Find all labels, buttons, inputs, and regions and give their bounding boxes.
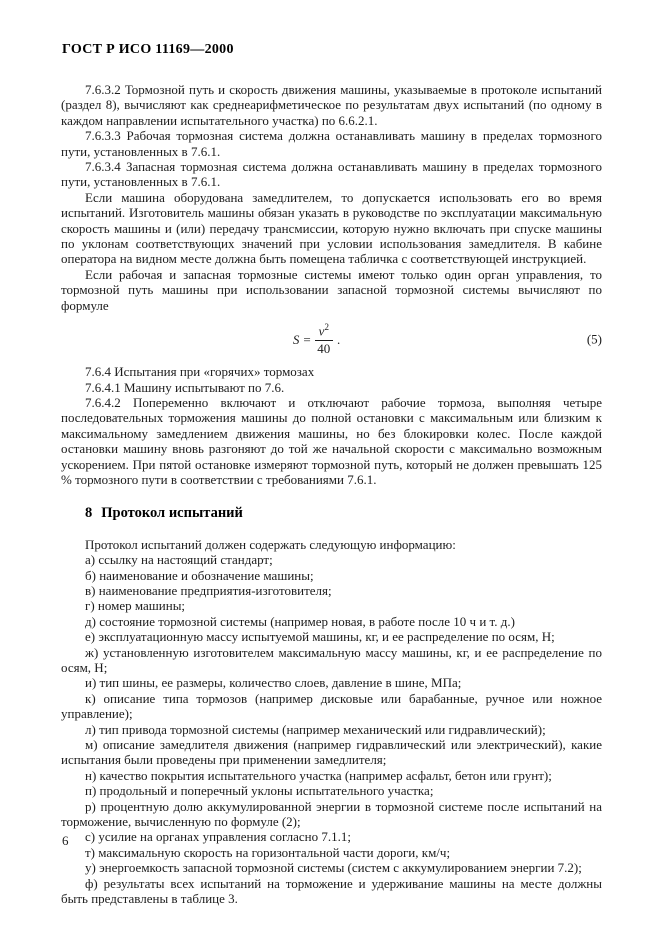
clause-7-6-3-2: 7.6.3.2 Тормозной путь и скорость движения машины, указываемые в протоколе испытаний (раздел 8), вычисляют как среднеарифметическое по результатам двух испытаний (по одному в каждом направлении испытательного участка) по 6.6.2.1. — [61, 82, 602, 128]
report-item-t: т) максимальную скорость на горизонтальной части дороги, км/ч; — [85, 844, 451, 860]
report-item-u: у) энергоемкость запасной тормозной системы (систем с аккумулированием энергии 7.2); — [85, 860, 582, 876]
formula-equals-sign: = — [303, 331, 311, 347]
clause-7-6-4-1: 7.6.4.1 Машину испытывают по 7.6. — [85, 379, 285, 395]
report-item-e: е) эксплуатационную массу испытуемой машины, кг, и ее распределение по осям, Н; — [85, 629, 555, 645]
report-item-i: и) тип шины, ее размеры, количество слоев, давление в шине, МПа; — [85, 675, 462, 691]
section-8-heading — [61, 506, 602, 521]
report-item-f: ф) результаты всех испытаний на торможение и удерживание машины на месте должны быть представлены в таблице 3. — [61, 875, 602, 907]
clause-7-6-3-3: 7.6.3.3 Рабочая тормозная система должна останавливать машину в пределах тормозного пути, установленных в 7.6.1. — [61, 128, 602, 159]
page-number: 6 — [62, 833, 69, 848]
formula-row — [61, 322, 602, 356]
report-intro: Протокол испытаний должен содержать следующую информацию: — [85, 536, 456, 552]
paragraph-retarder: Если машина оборудована замедлителем, то допускается использовать его во время испытаний. Изготовитель машины обязан указать в руководстве по эксплуатации максимальную скорость машины и (или) передачу трансмиссии, которую нужно включать при спуске машины по уклонам соответствующих значений при условии использования замедлителя. В кабине оператора на видном месте должна быть помещена табличка с соответствующей инструкцией. — [61, 189, 602, 267]
clause-7-6-4: 7.6.4 Испытания при «горячих» тормозах — [85, 364, 315, 380]
document-body — [61, 82, 602, 907]
report-item-r: р) процентную долю аккумулированной энергии в тормозной системе после испытаний на торможение, вычисленную по формуле (2); — [61, 798, 602, 830]
report-item-v: в) наименование предприятия-изготовителя; — [85, 582, 332, 598]
report-item-l: л) тип привода тормозной системы (например механический или гидравлический); — [85, 721, 546, 737]
paragraph-single-control: Если рабочая и запасная тормозные системы имеют только один орган управления, то тормозной путь машины при использовании запасной тормозной системы вычисляют по формуле — [61, 266, 602, 313]
report-item-b: б) наименование и обозначение машины; — [85, 567, 314, 583]
report-item-n: н) качество покрытия испытательного участка (например асфальт, бетон или грунт); — [85, 767, 552, 783]
formula-exponent: 2 — [324, 322, 329, 333]
report-item-k: к) описание типа тормозов (например дисковые или барабанные, ручное или ножное управление); — [61, 690, 602, 722]
document-header: ГОСТ Р ИСО 11169—2000 — [62, 42, 234, 57]
formula-numerator: $v^2$ — [315, 322, 333, 341]
equation-number: (5) — [586, 331, 602, 347]
report-item-g: г) номер машины; — [85, 598, 186, 614]
report-item-s: с) усилие на органах управления согласно 7.1.1; — [85, 829, 351, 845]
report-item-p: п) продольный и поперечный уклоны испытательного участка; — [85, 783, 434, 799]
clause-7-6-4-2: 7.6.4.2 Попеременно включают и отключают рабочие тормоза, выполняя четыре последовательных торможения машины до полной остановки с максимальным или близким к максимальному замедлением движения машины, но без блокировки колес. После каждой остановки машину вновь разгоняют до той же начальной скорости с максимально возможным ускорением. При пятой остановке измеряют тормозной путь, который не должен превышать 125 % тормозного пути в соответствии с требованиями 7.6.1. — [61, 394, 602, 487]
report-item-zh: ж) установленную изготовителем максимальную массу машины, кг, и ее распределение по осям, Н; — [61, 644, 602, 675]
formula-lhs: S — [292, 331, 300, 347]
clause-7-6-3-4: 7.6.3.4 Запасная тормозная система должна останавливать машину в пределах тормозного пути, установленных в 7.6.1. — [61, 159, 602, 190]
formula-fraction — [315, 322, 333, 357]
formula-period: . — [336, 331, 341, 347]
section-8-number: 8 — [85, 505, 93, 522]
report-item-a: а) ссылку на настоящий стандарт; — [85, 552, 273, 568]
section-8-title: Протокол испытаний — [101, 505, 243, 522]
formula-braking-distance — [293, 322, 340, 357]
report-item-d: д) состояние тормозной системы (например новая, в работе после 10 ч и т. д.) — [85, 613, 515, 629]
formula-denominator: 40 — [317, 341, 331, 357]
report-item-m: м) описание замедлителя движения (например гидравлический или электрический), какие испытания были проведены при применении замедлителя; — [61, 737, 602, 768]
